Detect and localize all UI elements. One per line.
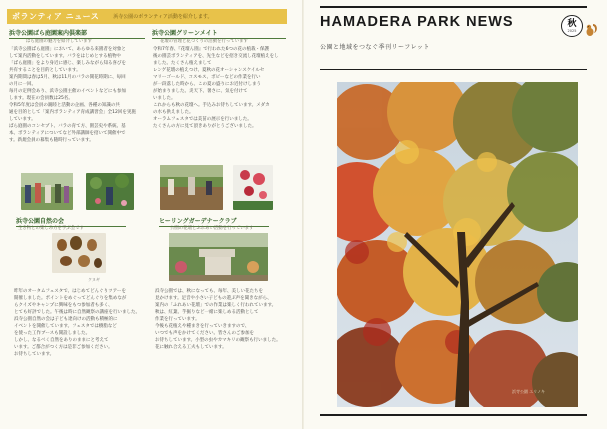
page-fold (302, 0, 304, 429)
section-nature-club-heading: 浜寺公園自然の会 (16, 216, 126, 227)
section-rose-garden-heading: 浜寺公園ばら庭園案内倶楽部 (9, 28, 145, 39)
volunteer-news-banner (7, 9, 287, 24)
section-healing-garden-heading: ヒーリングガーデナークラブ (159, 216, 269, 227)
hero-photo-caption: 浜寺公園 ユリノキ (512, 389, 545, 394)
banner-subtitle: 浜寺公園のボランティア活動を紹介します。 (113, 14, 213, 20)
season-year: 2025 (567, 28, 577, 33)
banner-title: ボランティア ニュース (12, 12, 100, 21)
flower-bed-work-photo (160, 165, 223, 210)
red-flowers-photo (233, 165, 273, 210)
section-green-mate-body: 令和7年春、『花壇ん園』で行われた6つの花の植栽・保護 後の園芸ボランティアを、先生などを招き交流し花壇植えをし ました。たくさん植えまして レンゲ花壇の植えつけ、夏秋の花オーシャンスケイルセ マリーゴールド、コスモス、ポピーなどの作業を行い が一段落した時から、この夏の盛りにお近付けしまう が始まりました。炎天下、暑さに、気を付けて いました。 これからも秋の花壇へ。手込みお待ちしています。メダカ の水も供えました。 オーラムフェスタでは美苗の展示を行いました。 たくさんの方に見て頂きありがとうございました。 (153, 47, 279, 129)
section-rose-garden-body: 「浜寺公園ばら庭園」において、あらゆる来園者を対象と して案内活動をしています。バラをはじめとする植物や 「ばら庭園」をより身近に感じ、楽しみながら知る喜びを 共有することを目的としています。 案内期間は春は5月、秋は11月のバラの開花時期に、毎回 の月に一回。 毎月の定例会あり、浜寺公園主催のイベントなどにも参加 します。現在の会員数は25名。 令和5年度は会員の親睦と活動の企画、各種の知識の共 通を目的として「案内ボランティア育成講習会」全12回を実施 しています。 ばら庭園のコンセプト、バラの育て方、園芸史や系統、基 本、ボランティアについてなど外部講師を招いて開催中で す。新規会員の募集も随時行っています。 (9, 47, 136, 143)
section-rose-garden-sub: ばら庭園の魅力を紹介しています (26, 39, 92, 44)
season-badge (561, 15, 583, 37)
acorns-photo (52, 233, 106, 273)
masthead-top-rule (320, 6, 587, 8)
autumn-tree-hero-photo (337, 82, 578, 407)
squirrel-icon (584, 22, 598, 38)
section-nature-club-sub: 生き物との楽しみ方を学ぶ会です (18, 226, 84, 231)
healing-garden-photo (169, 233, 268, 281)
masthead-bottom-rule (320, 69, 587, 70)
section-nature-club-body: 昨年のオータムフェスタで、はじめてどんぐりツアーを 開催しました。ポイントをめぐってどんぐりを集めなが らクイズやキャンプに興味をもつ参加者も多く、 とても好評でした。午後は時に自然観察の講座を行いました。 浜寺公園自然の会は子ども達向けの活動も積極的に イベントを開催しています。フェスタでは樹脂など を使った工作ブースも開設しました。 しかし、なるべく自然をありのままにと考えて います。ご都合がつく方は是非ご参加ください。 お待ちしています。 (14, 289, 140, 357)
season-kanji: 秋 (567, 18, 577, 29)
acorn-caption: クヌギ (88, 277, 100, 282)
section-green-mate-sub: 花壇の管理と花づくりの活動を行っています (160, 39, 248, 44)
page-bottom-rule (320, 414, 587, 416)
section-healing-garden-body: 浜寺公園では、秋になっても、毎年、美しい花たちを 見かけます。足音や小さい子どもの遊ぶ声を聞きながら、 案内の「ふれあい花壇」での作業は楽しく行われています。 秋は、紅葉、芋掘りなど一緒に楽しめる活動として 作業を行っています。 今後も花植えや種まきを行っていきますので、 いつでも声をかけてください。皆さんのご参加を お待ちしています。小型の虫やカマキリの観察も行いました。 花に触れ合える工夫もしています。 (155, 289, 281, 350)
newsletter-tagline: 公園と地域をつなぐ季刊リーフレット (320, 44, 430, 51)
section-green-mate-heading: 浜寺公園グリーンメイト (152, 28, 286, 39)
section-healing-garden-sub: 公園の花壇とふれあい活動を行っています (170, 226, 254, 231)
volunteer-group-photo (21, 173, 73, 210)
rose-garden-photo (86, 173, 134, 210)
newsletter-title: HAMADERA PARK NEWS (320, 14, 514, 30)
